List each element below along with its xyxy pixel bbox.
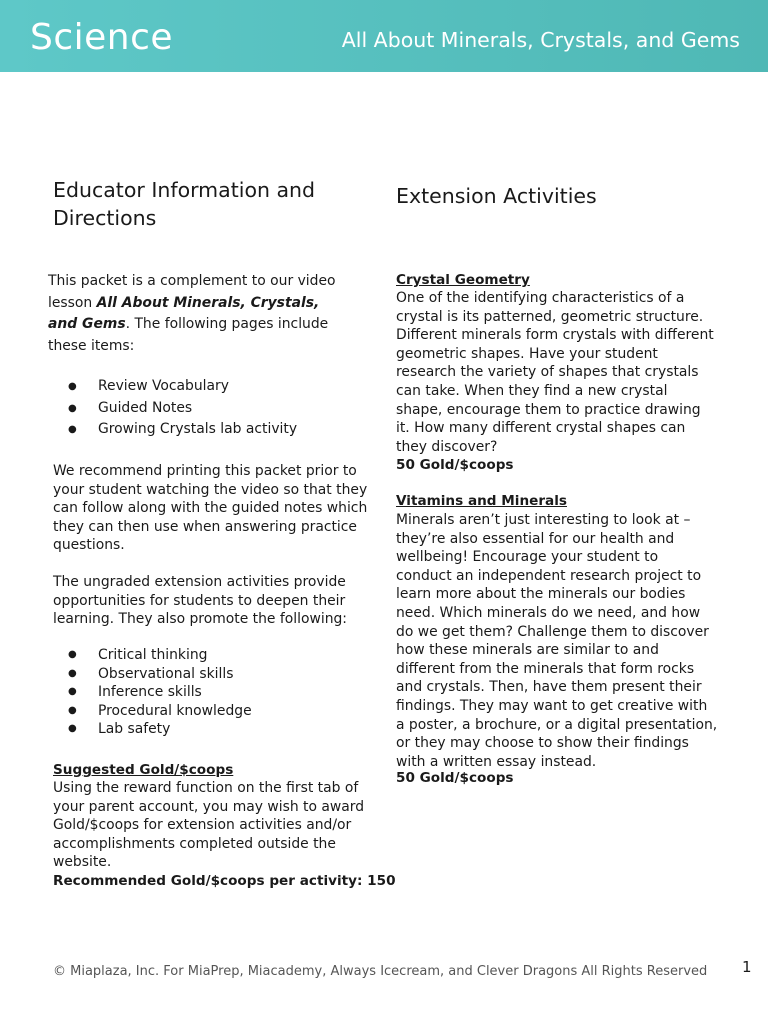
list-item: ● Critical thinking	[53, 646, 252, 665]
gold-paragraph: Using the reward function on the first tab of your parent account, you may wish to award Gold/$coops for extension activities and/or accomplishments completed outside the website.	[53, 780, 365, 871]
subject-title: Science	[30, 17, 174, 58]
gold-heading: Suggested Gold/$coops	[53, 762, 234, 778]
intro-suffix: . The following pages include these items:	[48, 316, 329, 354]
activity-reward: 50 Gold/$coops	[396, 457, 514, 473]
list-item: ● Procedural knowledge	[53, 702, 252, 721]
list-item: ● Lab safety	[53, 720, 252, 739]
list-item: ● Guided Notes	[53, 398, 297, 420]
page-number: 1	[742, 958, 752, 976]
intro-prefix: This packet is a complement to our video lesson	[48, 273, 336, 311]
activity-title: Crystal Geometry	[396, 272, 530, 288]
list-item: ● Inference skills	[53, 683, 252, 702]
intro-paragraph	[48, 271, 348, 357]
activity-title: Vitamins and Minerals	[396, 493, 567, 509]
intro-lesson-title: All About Minerals, Crystals, and Gems	[48, 294, 320, 332]
extension-paragraph: The ungraded extension activities provide opportunities for students to deepen their learning. They also promote the following:	[53, 574, 347, 628]
header-bar	[0, 0, 768, 72]
copyright-footer: © Miaplaza, Inc. For MiaPrep, Miacademy, Always Icecream, and Clever Dragons All Rights Reserved	[53, 964, 708, 979]
activity-description: Minerals aren’t just interesting to look at – they’re also essential for our health and wellbeing! Encourage your student to conduct an independent research project to learn more about the minerals our bodies need. Which minerals do we need, and how do we get them? Challenge them to discover how these minerals are similar to and different from the minerals that form rocks and crystals. Then, have them present their findings. They may want to get creative with a poster, a brochure, or a digital presentation, or they may choose to show their findings with a written essay instead.	[396, 512, 718, 770]
packet-items-list	[53, 376, 297, 441]
recommend-paragraph: We recommend printing this packet prior to your student watching the video so that they can follow along with the guided notes which they can then use when answering practice questions.	[53, 463, 368, 554]
extension-activities-heading: Extension Activities	[396, 184, 597, 208]
lesson-title: All About Minerals, Crystals, and Gems	[341, 28, 740, 52]
activity-reward: 50 Gold/$coops	[396, 770, 514, 786]
gold-recommendation: Recommended Gold/$coops per activity: 150	[53, 873, 396, 889]
activity-description: One of the identifying characteristics of a crystal is its patterned, geometric structure. Different minerals form crystals with different geometric shapes. Have your student research the variety of shapes that crystals can take. When they find a new crystal shape, encourage them to practice drawing it. How many different crystal shapes can they discover?	[396, 290, 714, 455]
educator-info-heading: Educator Information and Directions	[53, 178, 316, 230]
list-item: ● Growing Crystals lab activity	[53, 419, 297, 441]
list-item: ● Review Vocabulary	[53, 376, 297, 398]
list-item: ● Observational skills	[53, 665, 252, 684]
skills-list	[53, 646, 252, 739]
